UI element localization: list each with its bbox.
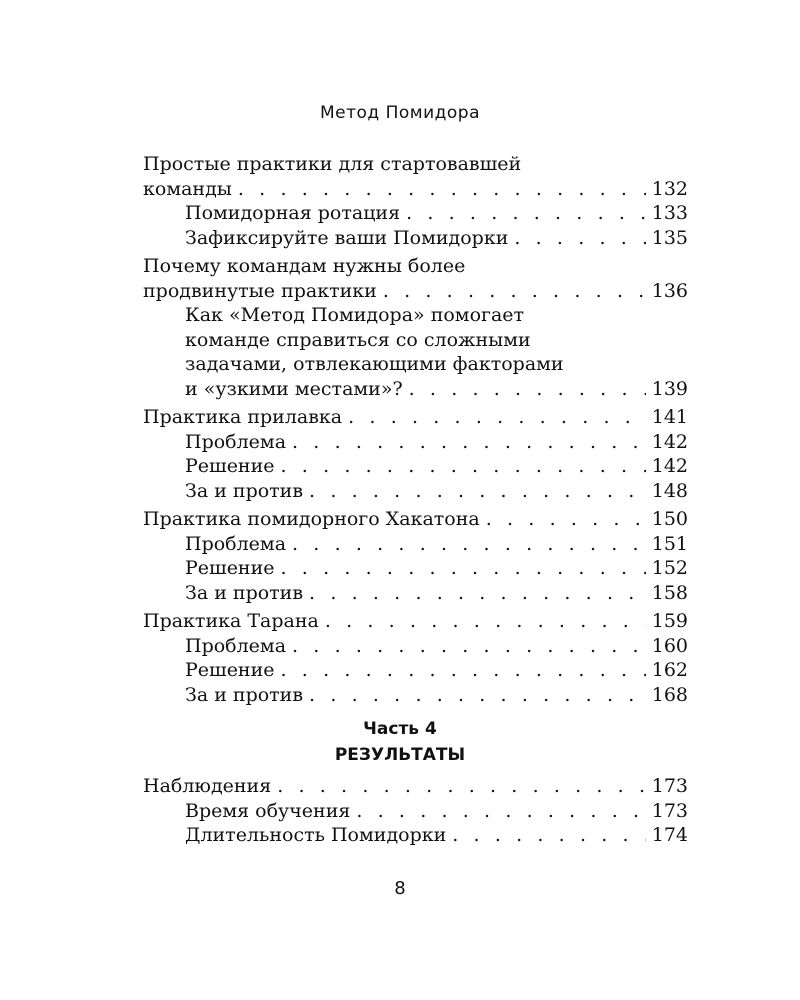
dot-leader <box>348 405 646 430</box>
dot-leader <box>383 279 646 304</box>
toc-page-number: 139 <box>651 377 688 400</box>
toc-page-number: 158 <box>651 581 688 604</box>
toc-entry-title: Проблема <box>185 634 287 657</box>
toc-entry-title: За и против <box>185 683 304 706</box>
dot-leader <box>356 799 645 824</box>
toc-page-number: 168 <box>651 683 688 706</box>
dot-leader <box>452 823 645 848</box>
table-of-contents <box>143 152 688 711</box>
toc-entry-title: За и против <box>185 581 304 604</box>
dot-leader <box>281 556 646 581</box>
toc-entry-title: Практика прилавка <box>143 406 343 428</box>
toc-entry <box>143 683 688 708</box>
dot-leader <box>281 454 646 479</box>
toc-entry <box>143 405 688 430</box>
toc-entry <box>143 658 688 683</box>
dot-leader <box>325 609 646 634</box>
toc-entry <box>143 609 688 634</box>
dot-leader <box>309 479 646 504</box>
toc-section <box>143 609 688 707</box>
toc-page-number: 159 <box>651 610 688 632</box>
toc-entry <box>143 279 688 304</box>
toc-page-number: 173 <box>651 775 688 797</box>
toc-page-number: 174 <box>651 824 688 846</box>
toc-section <box>143 152 688 250</box>
toc-entry-title: Практика помидорного Хакатона <box>143 508 480 530</box>
toc-entry <box>143 454 688 479</box>
toc-page-number: 151 <box>651 532 688 555</box>
toc-page-number: 162 <box>651 659 688 681</box>
toc-entry-title: Помидорная ротация <box>185 202 401 224</box>
toc-entry <box>143 177 688 202</box>
toc-entry-title: Зафиксируйте ваши Помидорки <box>185 226 509 249</box>
running-head: Метод Помидора <box>319 103 480 123</box>
toc-page-number: 150 <box>651 508 688 530</box>
dot-leader <box>309 683 646 708</box>
toc-section <box>143 254 688 401</box>
toc-entry-title: продвинутые практики <box>143 279 377 302</box>
toc-entry-title: Проблема <box>185 532 287 555</box>
toc-page-number: 160 <box>651 634 688 657</box>
toc-entry <box>143 532 688 557</box>
toc-page-number: 142 <box>651 430 688 453</box>
toc-entry-line: Простые практики для стартовавшей <box>143 153 522 175</box>
dot-leader <box>292 532 646 557</box>
part-number: Часть 4 <box>363 719 437 739</box>
toc-entry-title: Длительность Помидорки <box>185 824 447 846</box>
toc-page-number: 152 <box>651 557 688 579</box>
toc-entry-title: Практика Тарана <box>143 610 319 632</box>
dot-leader <box>514 226 645 251</box>
toc-page-number: 142 <box>651 455 688 477</box>
toc-entry <box>143 774 688 799</box>
toc-entry <box>143 634 688 659</box>
toc-subentry-line: Как «Метод Помидора» помогает <box>185 304 525 326</box>
toc-page-number: 141 <box>651 406 688 428</box>
toc-entry-title: команды <box>143 177 232 200</box>
toc-entry <box>143 799 688 824</box>
dot-leader <box>406 201 646 226</box>
toc-entry <box>143 507 688 532</box>
dot-leader <box>277 774 646 799</box>
toc-page-number: 173 <box>651 799 688 822</box>
toc-entry-line: Почему командам нужны более <box>143 255 466 277</box>
toc-page-number: 135 <box>651 226 688 249</box>
toc-entry-title: Решение <box>185 455 275 477</box>
toc-entry-title: Решение <box>185 659 275 681</box>
toc-subentry-line: команде справиться со сложными <box>185 328 531 351</box>
toc-section <box>143 507 688 605</box>
toc-page-number: 136 <box>651 279 688 302</box>
toc-page-number: 148 <box>651 479 688 502</box>
toc-entry <box>143 479 688 504</box>
toc-entry <box>143 201 688 226</box>
dot-leader <box>486 507 646 532</box>
dot-leader <box>238 177 646 202</box>
page-number: 8 <box>394 878 406 899</box>
dot-leader <box>292 634 646 659</box>
toc-entry-title: Решение <box>185 557 275 579</box>
toc-page-number: 133 <box>651 202 688 224</box>
toc-entry-title: и «узкими местами»? <box>185 377 403 400</box>
toc-page-number: 132 <box>651 177 688 200</box>
dot-leader <box>292 430 646 455</box>
dot-leader <box>409 377 646 402</box>
table-of-contents-part4 <box>143 774 688 852</box>
part-heading <box>0 716 800 768</box>
toc-section <box>143 774 688 848</box>
dot-leader <box>309 581 646 606</box>
toc-entry <box>143 226 688 251</box>
toc-entry <box>143 581 688 606</box>
toc-entry <box>143 430 688 455</box>
toc-entry <box>143 377 688 402</box>
toc-entry <box>143 556 688 581</box>
toc-entry-title: Время обучения <box>185 799 351 822</box>
toc-entry <box>143 823 688 848</box>
toc-subentry-line: задачами, отвлекающими факторами <box>185 353 564 375</box>
part-title: РЕЗУЛЬТАТЫ <box>334 745 466 765</box>
toc-entry-title: За и против <box>185 479 304 502</box>
toc-section <box>143 405 688 503</box>
dot-leader <box>281 658 646 683</box>
toc-entry-title: Проблема <box>185 430 287 453</box>
toc-entry-title: Наблюдения <box>143 775 272 797</box>
